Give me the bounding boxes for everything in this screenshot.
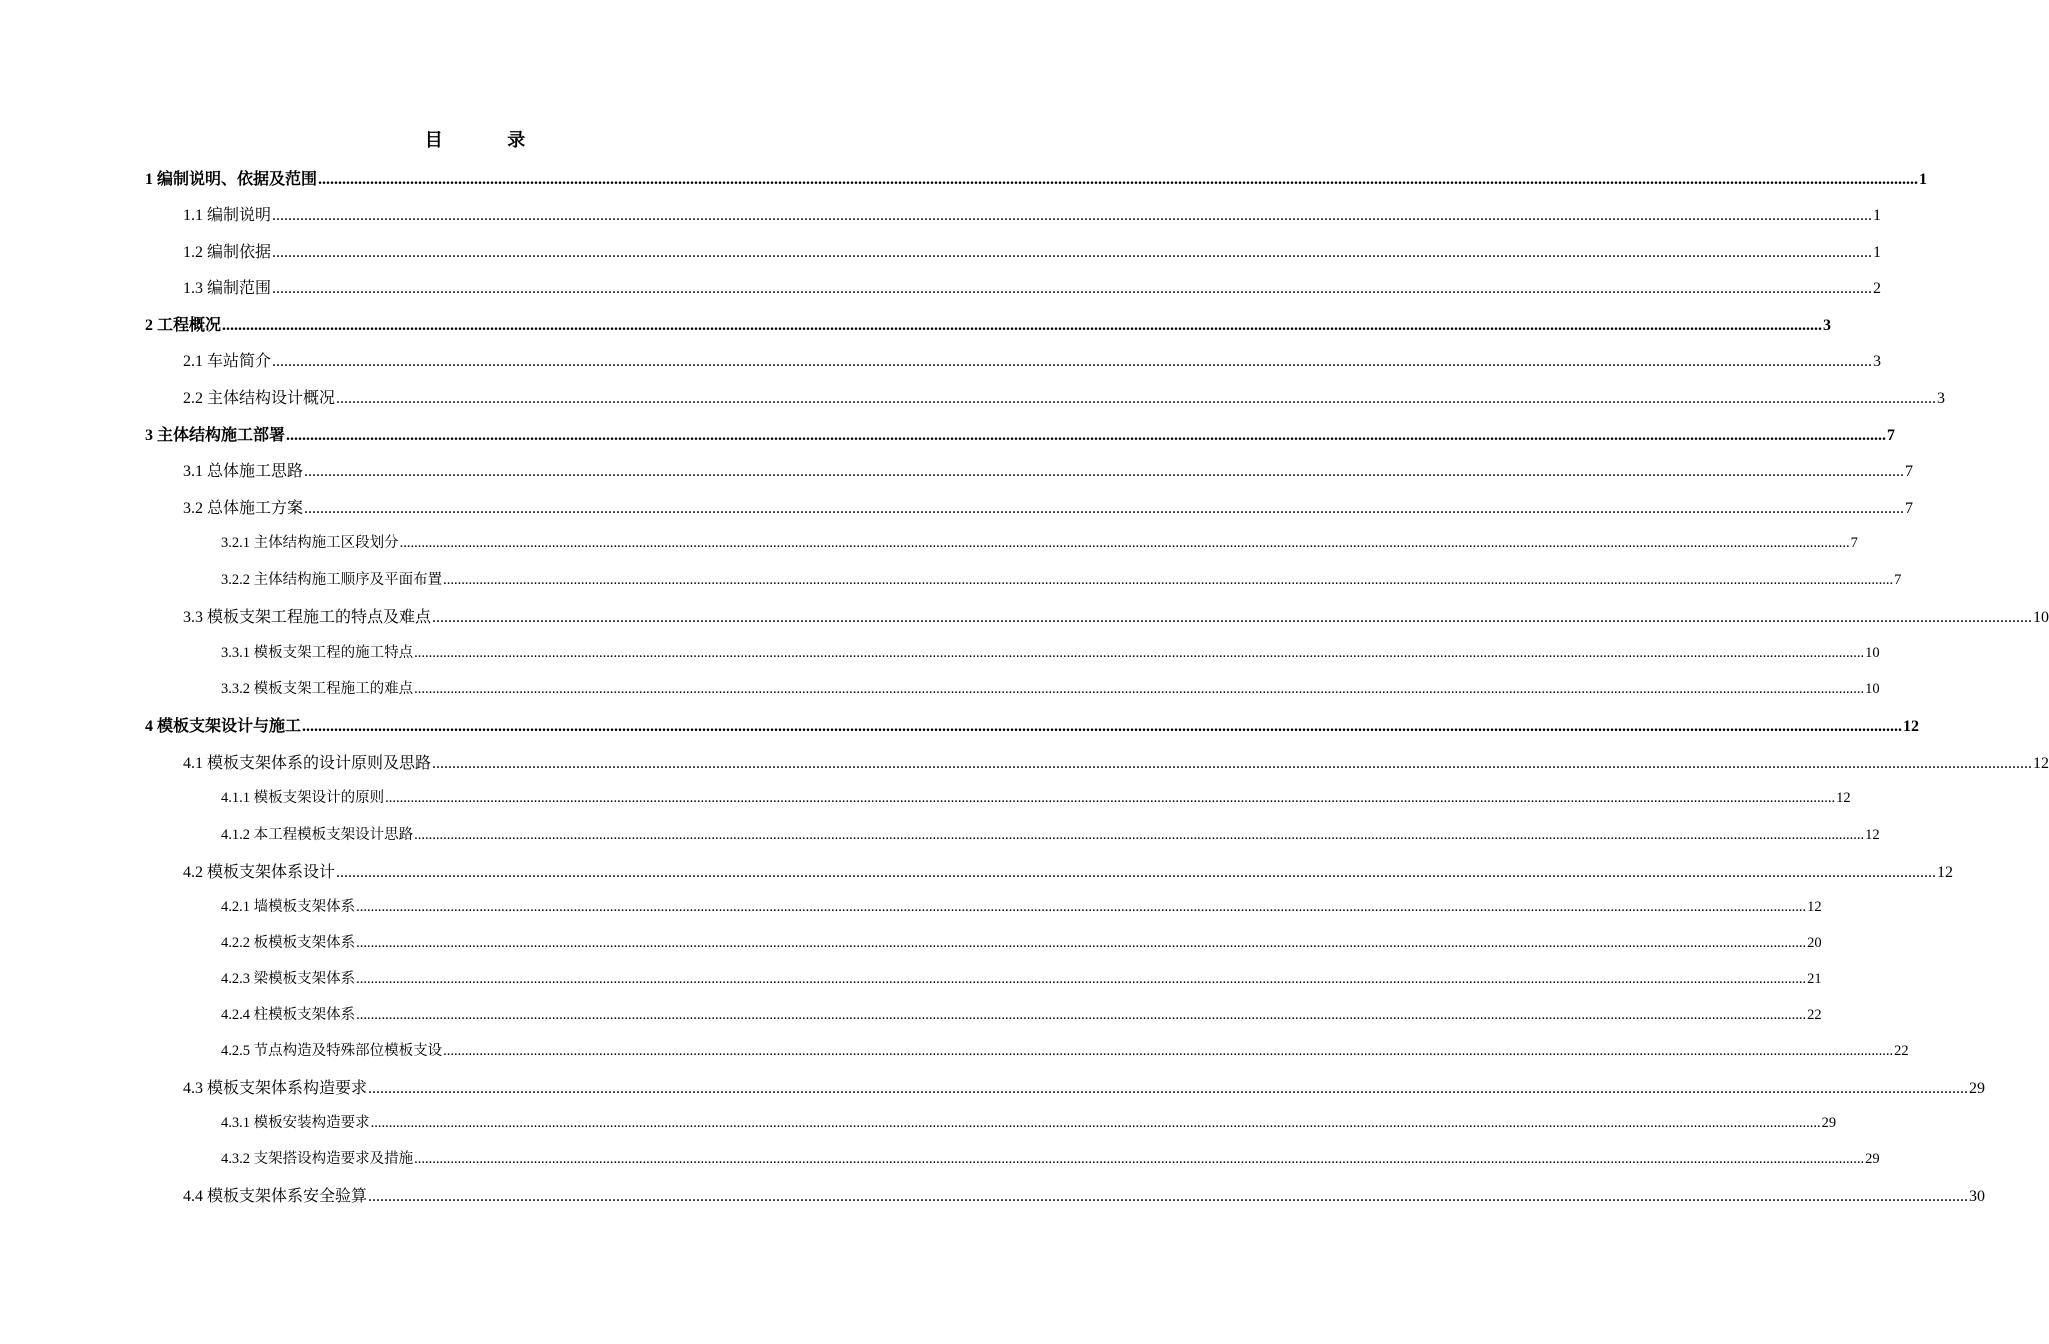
- toc-page-number: 7: [1887, 427, 1896, 444]
- toc-page-number: 12: [1903, 718, 1920, 735]
- toc-page-number: 3: [1873, 353, 1882, 370]
- toc-entry-level-3[interactable]: [221, 1003, 1822, 1024]
- toc-entry-label: 1 编制说明、依据及范围: [145, 171, 318, 188]
- toc-entry-label: 4.2.1 墙模板支架体系: [221, 899, 356, 915]
- toc-entry-label: 4.4 模板支架体系安全验算: [183, 1188, 368, 1205]
- toc-page-number: 12: [2033, 755, 2049, 772]
- toc-dot-leader: ................................................................................................................................................................................................................................................................................................................................................................................................................: [385, 790, 1836, 806]
- toc-page-number: 12: [1865, 827, 1880, 843]
- toc-entry-label: 1.2 编制依据: [183, 244, 272, 261]
- toc-entry-level-3[interactable]: [221, 568, 1902, 589]
- toc-entry-level-2[interactable]: [183, 1075, 1986, 1098]
- toc-dot-leader: ................................................................................................................................................................................................................................................................................................................................................................................................................: [272, 207, 1873, 224]
- toc-entry-label: 4.2.3 梁模板支架体系: [221, 971, 356, 987]
- toc-page-number: 10: [2033, 609, 2049, 626]
- toc-entry-level-3[interactable]: [221, 1111, 1837, 1132]
- toc-page-number: 1: [1873, 244, 1882, 261]
- toc-entry-level-2[interactable]: [183, 348, 1882, 371]
- toc-entry-label: 4.2.5 节点构造及特殊部位模板支设: [221, 1043, 443, 1059]
- toc-entry-label: 1.3 编制范围: [183, 280, 272, 297]
- toc-page-number: 20: [1807, 935, 1822, 951]
- toc-entry-label: 3.2 总体施工方案: [183, 500, 304, 517]
- toc-page-number: 12: [1807, 899, 1822, 915]
- toc-dot-leader: ................................................................................................................................................................................................................................................................................................................................................................................................................: [414, 645, 1865, 661]
- toc-page-number: 3: [1823, 317, 1832, 334]
- toc-page-number: 12: [1836, 790, 1851, 806]
- toc-dot-leader: ................................................................................................................................................................................................................................................................................................................................................................................................................: [414, 681, 1865, 697]
- toc-entry-label: 4.3 模板支架体系构造要求: [183, 1080, 368, 1097]
- toc-page-number: 21: [1807, 971, 1822, 987]
- toc-page-number: 10: [1865, 681, 1880, 697]
- toc-page-number: 2: [1873, 280, 1882, 297]
- toc-entry-level-3[interactable]: [221, 786, 1851, 807]
- toc-dot-leader: ................................................................................................................................................................................................................................................................................................................................................................................................................: [414, 1151, 1865, 1167]
- toc-entry-level-3[interactable]: [221, 1147, 1880, 1168]
- toc-dot-leader: ................................................................................................................................................................................................................................................................................................................................................................................................................: [370, 1115, 1821, 1131]
- toc-page-number: 7: [1905, 500, 1914, 517]
- toc-entry-level-2[interactable]: [183, 239, 1882, 262]
- toc-entry-level-3[interactable]: [221, 641, 1880, 662]
- toc-dot-leader: ................................................................................................................................................................................................................................................................................................................................................................................................................: [272, 353, 1873, 370]
- toc-entry-level-3[interactable]: [221, 823, 1880, 844]
- toc-entry-level-2[interactable]: [183, 275, 1882, 298]
- toc-page-number: 22: [1807, 1007, 1822, 1023]
- toc-dot-leader: ................................................................................................................................................................................................................................................................................................................................................................................................................: [302, 718, 1903, 735]
- toc-dot-leader: ................................................................................................................................................................................................................................................................................................................................................................................................................: [432, 755, 2033, 772]
- toc-page-number: 29: [1969, 1080, 1986, 1097]
- toc-entry-label: 3.2.1 主体结构施工区段划分: [221, 535, 399, 551]
- toc-entry-label: 4.2.2 板模板支架体系: [221, 935, 356, 951]
- toc-dot-leader: ................................................................................................................................................................................................................................................................................................................................................................................................................: [356, 935, 1807, 951]
- toc-page-number: 12: [1937, 864, 1954, 881]
- toc-page-number: 29: [1865, 1151, 1880, 1167]
- toc-dot-leader: ................................................................................................................................................................................................................................................................................................................................................................................................................: [368, 1188, 1969, 1205]
- toc-page-number: 29: [1821, 1115, 1837, 1131]
- toc-entry-label: 1.1 编制说明: [183, 207, 272, 224]
- toc-entry-label: 4.3.1 模板安装构造要求: [221, 1115, 370, 1131]
- toc-dot-leader: ................................................................................................................................................................................................................................................................................................................................................................................................................: [304, 500, 1905, 517]
- toc-entry-level-3[interactable]: [221, 677, 1880, 698]
- toc-dot-leader: ................................................................................................................................................................................................................................................................................................................................................................................................................: [356, 971, 1807, 987]
- toc-dot-leader: ................................................................................................................................................................................................................................................................................................................................................................................................................: [318, 171, 1919, 188]
- toc-page-number: 3: [1937, 390, 1946, 407]
- toc-entry-label: 2.2 主体结构设计概况: [183, 390, 336, 407]
- toc-entry-level-3[interactable]: [221, 895, 1822, 916]
- toc-entry-label: 3.3.2 模板支架工程施工的难点: [221, 681, 414, 697]
- toc-entry-label: 4 模板支架设计与施工: [145, 718, 302, 735]
- toc-dot-leader: ................................................................................................................................................................................................................................................................................................................................................................................................................: [414, 827, 1865, 843]
- toc-entry-label: 3.2.2 主体结构施工顺序及平面布置: [221, 572, 443, 588]
- toc-dot-leader: ................................................................................................................................................................................................................................................................................................................................................................................................................: [432, 609, 2033, 626]
- toc-page-number: 10: [1865, 645, 1880, 661]
- toc-page-number: 22: [1894, 1043, 1909, 1059]
- toc-entry-label: 4.2.4 柱模板支架体系: [221, 1007, 356, 1023]
- toc-dot-leader: ................................................................................................................................................................................................................................................................................................................................................................................................................: [443, 1043, 1894, 1059]
- toc-entry-label: 3.1 总体施工思路: [183, 463, 304, 480]
- toc-entry-label: 2 工程概况: [145, 317, 222, 334]
- toc-entry-level-2[interactable]: [183, 604, 2049, 627]
- toc-entry-label: 4.3.2 支架搭设构造要求及措施: [221, 1151, 414, 1167]
- toc-page-number: 30: [1969, 1188, 1986, 1205]
- toc-entry-level-1[interactable]: [145, 422, 1896, 445]
- toc-dot-leader: ................................................................................................................................................................................................................................................................................................................................................................................................................: [272, 244, 1873, 261]
- toc-entry-level-2[interactable]: [183, 202, 1882, 225]
- toc-dot-leader: ................................................................................................................................................................................................................................................................................................................................................................................................................: [336, 390, 1937, 407]
- toc-entry-level-3[interactable]: [221, 1039, 1909, 1060]
- toc-entry-level-3[interactable]: [221, 967, 1822, 988]
- toc-entry-level-2[interactable]: [183, 385, 1946, 408]
- toc-entry-level-2[interactable]: [183, 750, 2049, 773]
- toc-dot-leader: ................................................................................................................................................................................................................................................................................................................................................................................................................: [356, 1007, 1807, 1023]
- toc-entry-label: 4.1.2 本工程模板支架设计思路: [221, 827, 414, 843]
- toc-entry-label: 3.3 模板支架工程施工的特点及难点: [183, 609, 432, 626]
- toc-entry-label: 3.3.1 模板支架工程的施工特点: [221, 645, 414, 661]
- toc-entry-level-1[interactable]: [145, 713, 1920, 736]
- toc-dot-leader: ................................................................................................................................................................................................................................................................................................................................................................................................................: [399, 535, 1850, 551]
- toc-entry-label: 2.1 车站简介: [183, 353, 272, 370]
- toc-entry-label: 3 主体结构施工部署: [145, 427, 286, 444]
- toc-dot-leader: ................................................................................................................................................................................................................................................................................................................................................................................................................: [356, 899, 1807, 915]
- toc-dot-leader: ................................................................................................................................................................................................................................................................................................................................................................................................................: [368, 1080, 1969, 1097]
- toc-page-number: 1: [1873, 207, 1882, 224]
- toc-dot-leader: ................................................................................................................................................................................................................................................................................................................................................................................................................: [443, 572, 1894, 588]
- toc-page-number: 7: [1850, 535, 1858, 551]
- toc-page-number: 1: [1919, 171, 1928, 188]
- toc-entry-level-2[interactable]: [183, 859, 1954, 882]
- toc-dot-leader: ................................................................................................................................................................................................................................................................................................................................................................................................................: [272, 280, 1873, 297]
- toc-entry-level-1[interactable]: [145, 166, 1928, 189]
- toc-page-number: 7: [1905, 463, 1914, 480]
- toc-dot-leader: ................................................................................................................................................................................................................................................................................................................................................................................................................: [304, 463, 1905, 480]
- toc-page-number: 7: [1894, 572, 1902, 588]
- toc-entry-label: 4.1.1 模板支架设计的原则: [221, 790, 385, 806]
- toc-entry-label: 4.1 模板支架体系的设计原则及思路: [183, 755, 432, 772]
- toc-entry-level-2[interactable]: [183, 495, 1914, 518]
- toc-entry-level-2[interactable]: [183, 1183, 1986, 1206]
- toc-entry-level-3[interactable]: [221, 931, 1822, 952]
- toc-entry-level-1[interactable]: [145, 312, 1832, 335]
- toc-title: 目 录: [424, 130, 556, 150]
- toc-entry-level-2[interactable]: [183, 458, 1914, 481]
- toc-entry-label: 4.2 模板支架体系设计: [183, 864, 336, 881]
- toc-dot-leader: ................................................................................................................................................................................................................................................................................................................................................................................................................: [222, 317, 1823, 334]
- toc-dot-leader: ................................................................................................................................................................................................................................................................................................................................................................................................................: [286, 427, 1887, 444]
- toc-entry-level-3[interactable]: [221, 531, 1858, 552]
- toc-dot-leader: ................................................................................................................................................................................................................................................................................................................................................................................................................: [336, 864, 1937, 881]
